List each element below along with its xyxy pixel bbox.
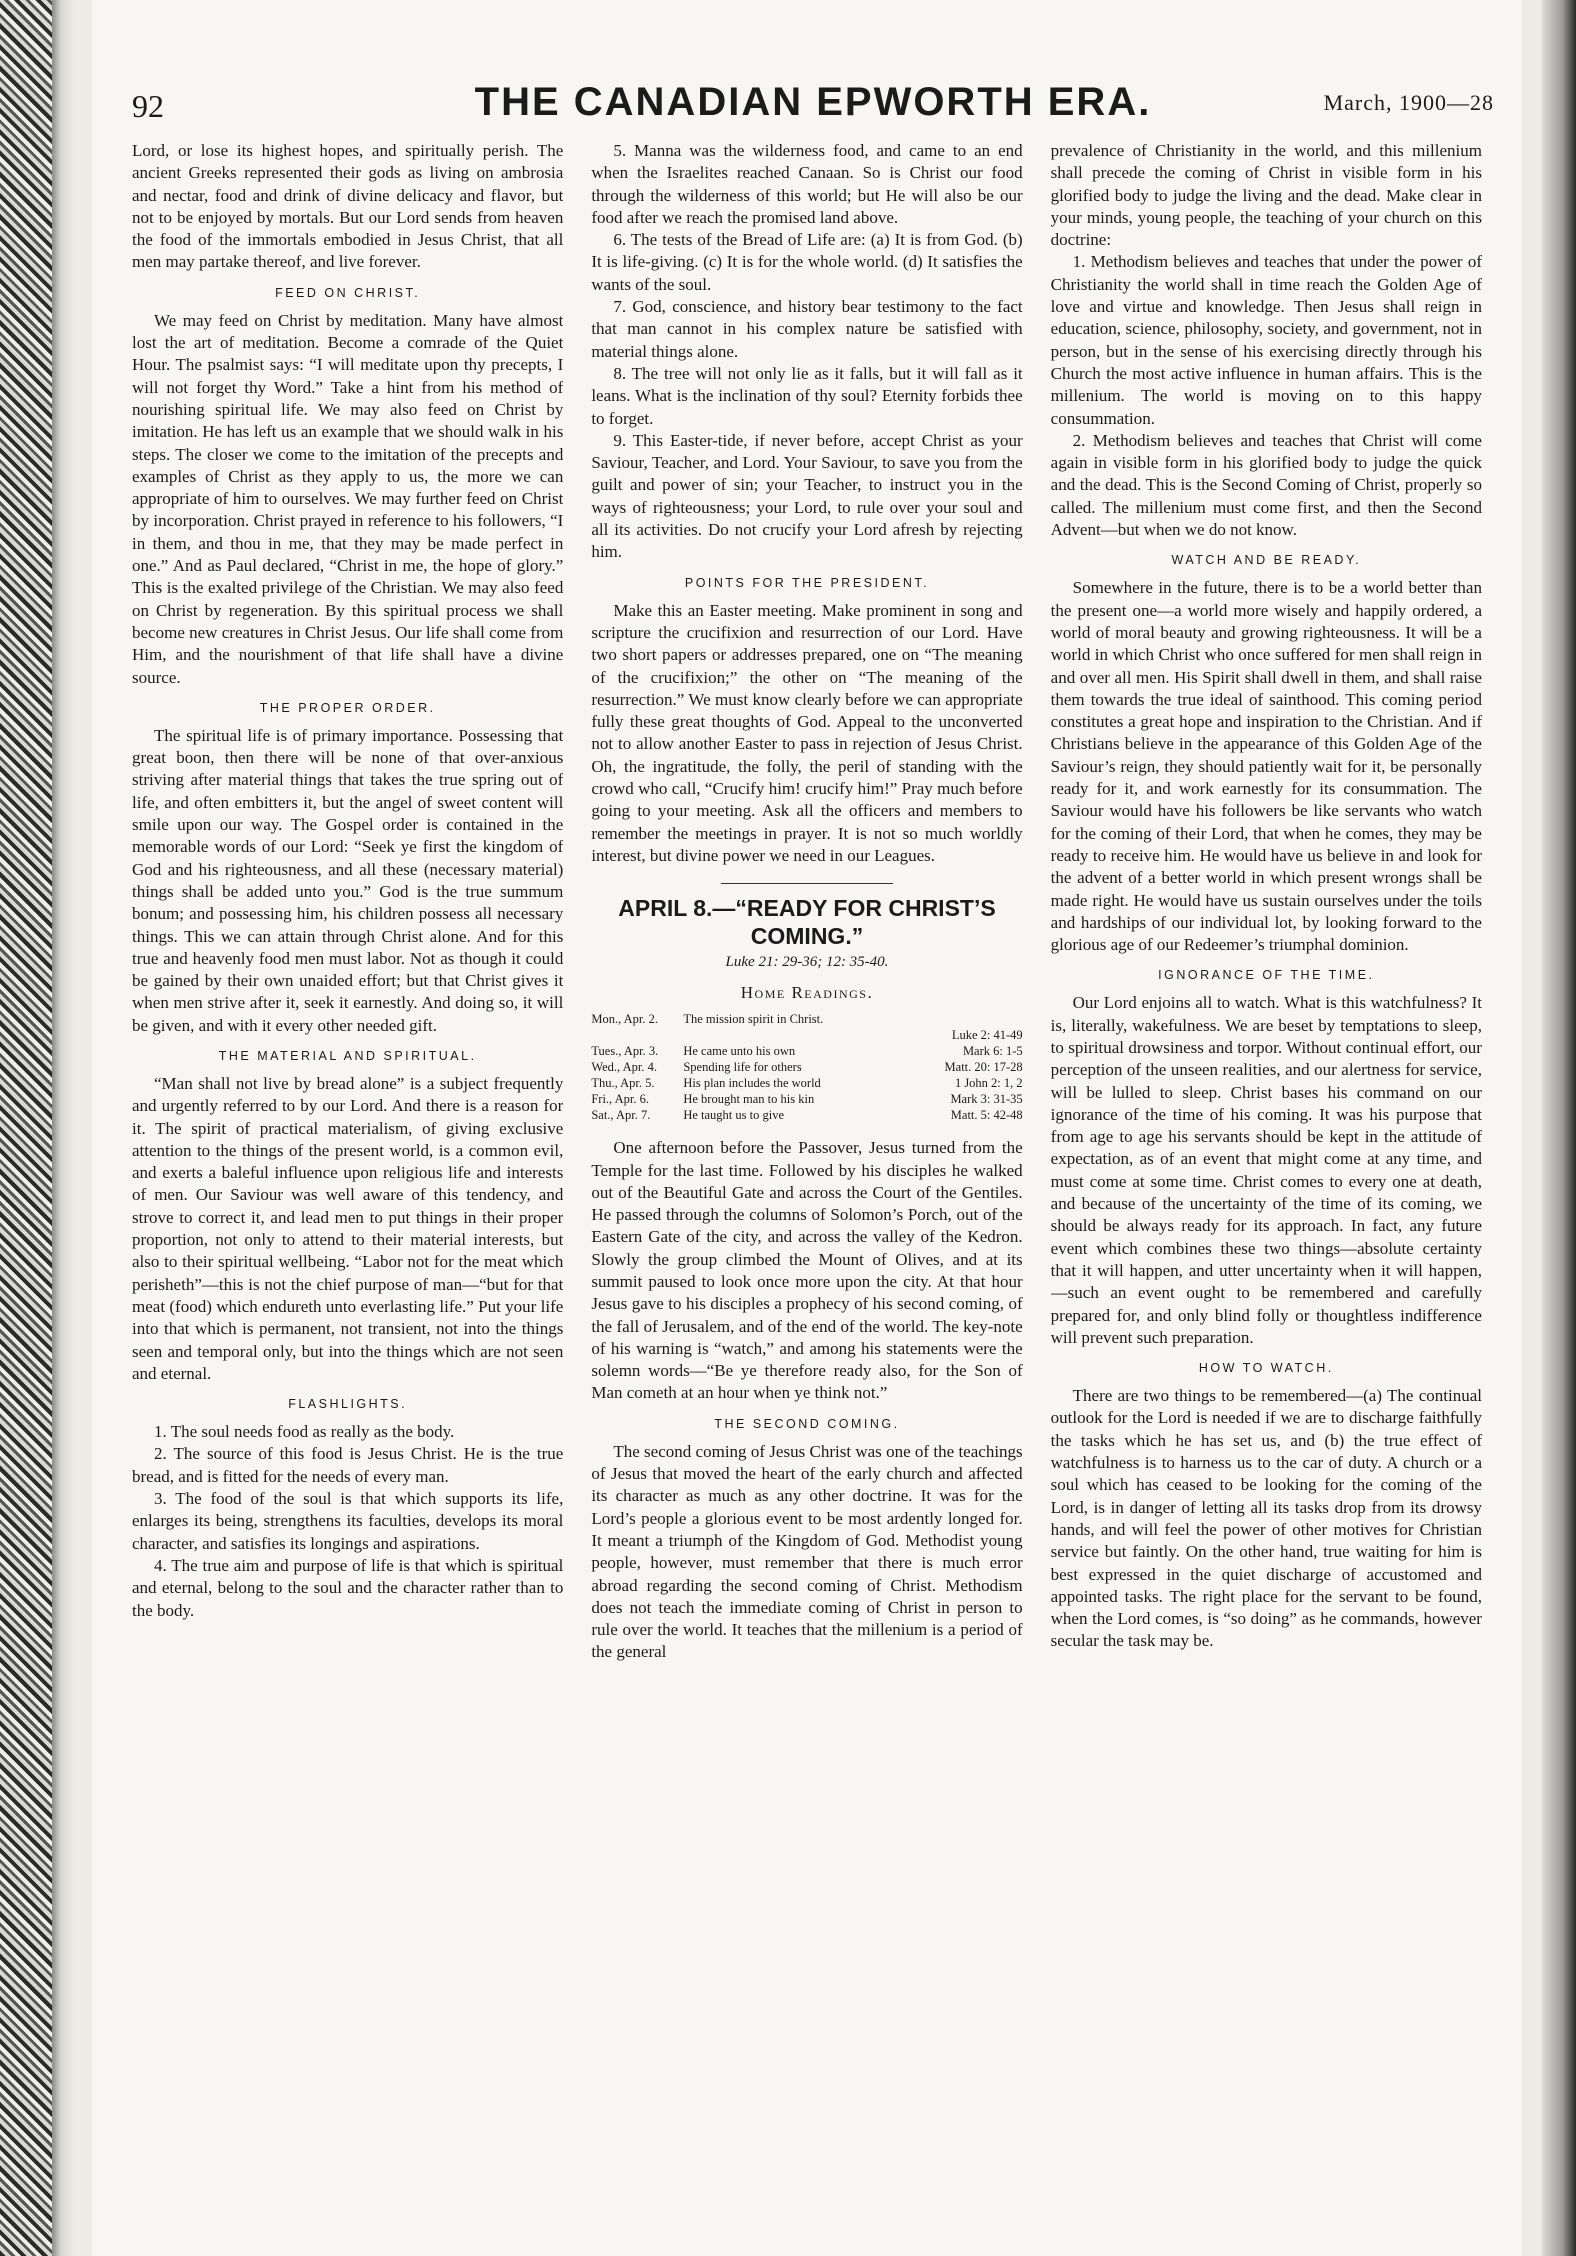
paragraph: 8. The tree will not only lie as it falls, but it will fall as it leans. What is the inclination of thy soul? Eternity forbids thee to forget. [591, 363, 1023, 428]
paragraph: The spiritual life is of primary importance. Possessing that great boon, then there will be none of that over-anxious striving after material things that takes the true spring out of life, and often embitters it, but the angel of sweet content will smile upon our way. The Gospel order is contained in the memorable words of our Lord: “Seek ye first the kingdom of God and his righteousness, and all these (necessary material) things shall be added unto you.” God is the true summum bonum; and possessing him, his children possess all necessary things. This we can attain through Christ alone. And for this true and heavenly food men must labor. Not as though it could be gained by their own unaided effort; but that Christ gives it when men strive after it, seek it earnestly. And doing so, it will be given, and with it every other needed gift. [132, 725, 564, 1035]
section-heading: POINTS FOR THE PRESIDENT. [684, 575, 930, 590]
reading-row [591, 1059, 1022, 1075]
column-2 [591, 140, 1022, 2240]
paragraph: Somewhere in the future, there is to be a world better than the present one—a world more wisely and happily ordered, a world of moral beauty and growing righteousness. It will be a world in which Christ who once suffered for men shall reign in and over all men. His Spirit shall dwell in them, and shall raise them towards the true ideal of sainthood. This coming period constitutes a great hope and inspiration to the Christian. And if Christians believe in the appearance of this Golden Age of the Saviour’s reign, they should patiently wait for it, be personally ready for it, and work earnestly for its consummation. The Saviour would have his followers be like servants who watch for the coming of their Lord, that when he comes, they may be ready to receive him. He would have us believe in and look for the advent of a better world in which present wrongs shall be made right. He would have us sustain ourselves under the toils and hardships of our individual lot, by looking forward to the glorious age of our Redeemer’s triumphal dominion. [1050, 578, 1482, 955]
flashlight-item: 3. The food of the soul is that which supports its life, enlarges its being, strengthens its faculties, develops its moral character, and satisfies its longings and aspirations. [132, 1489, 564, 1553]
paragraph: 1. Methodism believes and teaches that under the power of Christianity the world shall in time reach the Golden Age of love and virtue and knowledge. Then Jesus shall reign in education, science, philosophy, society, and government, not in person, but in the sense of his exercising directly through his Church the most active influence in human affairs. This is the millenium. The world is moving on to this happy consummation. [1050, 252, 1482, 428]
reading-day: Tues., Apr. 3. [591, 1044, 659, 1059]
paragraph: 2. Methodism believes and teaches that Christ will come again in visible form in his glorified body to judge the quick and the dead. This is the Second Coming of Christ, properly so called. The millenium must come first, and then the Second Advent—but when we do not know. [1050, 430, 1482, 540]
reading-ref: Mark 6: 1-5 [962, 1044, 1023, 1059]
paragraph: Our Lord enjoins all to watch. What is this watchfulness? It is, literally, wakefulness. We are beset by temptations to sleep, to spiritual drowsiness and torpor. Without continual effort, our perception of the unseen realities, and our alertness for service, will be lulled to sleep. Christ bases his command on our ignorance of the time of his coming. It was his purpose that from age to age his servants should be kept in the attitude of expectation, as of an event that might come at any time, and must come at some time. Christ comes to every one at death, and because of the uncertainty of the time of its coming, we should be always ready for its approach. In fact, any future event which combines these two things—absolute certainty that it will happen, and utter uncertainty when it will happen,—such an event ought to be remembered and carefully prepared for, and only blind folly or thoughtless indifference will prevent such preparation. [1050, 993, 1482, 1347]
section-heading: FLASHLIGHTS. [288, 1397, 408, 1412]
paragraph: There are two things to be remembered—(a) The continual outlook for the Lord is needed if we are to discharge faithfully the tasks which he has set us, and (b) the true effect of watchfulness is to harness us to the car of duty. A church or a soul which has ceased to be looking for the coming of the Lord, is in danger of letting all its tasks drop from its drowsy hands, and will feel the power of other motives for Christian service but faintly. On the other hand, true waiting for him is best expressed in the quiet discharge of accustomed and appointed tasks. The right place for the servant to be found, when the Lord comes, is “so doing” as he commands, however secular the task may be. [1050, 1386, 1482, 1651]
page-number: 92 [132, 88, 164, 124]
reading-row [591, 1043, 1022, 1059]
paragraph: prevalence of Christianity in the world, and this millenium shall precede the coming of Christ in visible form in his glorified body to judge the living and the dead. Make clear in your minds, young people, the teaching of your church on this doctrine: [1050, 141, 1482, 250]
flashlight-item: 4. The true aim and purpose of life is that which is spiritual and eternal, belong to the soul and the character rather than to the body. [132, 1555, 564, 1620]
reading-day: Sat., Apr. 7. [591, 1108, 651, 1123]
flashlight-item: 1. The soul needs food as really as the body. [154, 1422, 455, 1442]
journal-title: THE CANADIAN EPWORTH ERA. [474, 80, 1152, 124]
column-3 [1051, 140, 1482, 2240]
flashlight-item: 2. The source of this food is Jesus Christ. He is the true bread, and is fitted for the needs of every man. [132, 1444, 564, 1486]
reading-desc: He brought man to his kin [683, 1092, 815, 1107]
reading-row [591, 1011, 1022, 1027]
paragraph: We may feed on Christ by meditation. Many have almost lost the art of meditation. Become a comrade of the Quiet Hour. The psalmist says: “I will meditate upon thy precepts, I will not forget thy Word.” Take a hint from his method of nourishing spiritual life. We may also feed on Christ by imitation. He has left us an example that we should walk in his steps. The closer we come to the imitation of the precepts and examples of Christ as they apply to us, the more we can appropriate of him to ourselves. We may further feed on Christ by incorporation. Christ prayed in reference to his followers, “I in them, and thou in me, that they may be made perfect in one.” And as Paul declared, “Christ in me, the hope of glory.” This is the exalted privilege of the Christian. We may also feed on Christ by regeneration. By this spiritual process we shall become new creatures in Christ Jesus. Our life shall come from Him, and the nourishment of that life shall have a divine source. [132, 310, 564, 687]
reading-desc: He came unto his own [683, 1044, 796, 1059]
paragraph: “Man shall not live by bread alone” is a subject frequently and urgently referred to by our Lord. And there is a reason for it. The spirit of practical materialism, of giving exclusive attention to the things of the present world, is a common evil, and exerts a baleful influence upon religious life and interests of men. Our Saviour was well aware of this tendency, and strove to correct it, and lead men to put things in their proper proportion, not only to attend to their material interests, but also to their spiritual wellbeing. “Labor not for the meat which perisheth”—this is not the chief purpose of man—“but for that meat (food) which endureth unto everlasting life.” Put your life into that which is permanent, not transient, not into the things seen and temporal only, but into the things which are not seen and eternal. [132, 1073, 564, 1383]
reading-ref: 1 John 2: 1, 2 [954, 1076, 1023, 1091]
paragraph: Lord, or lose its highest hopes, and spiritually perish. The ancient Greeks represented their gods as living on ambrosia and nectar, food and drink of divine delicacy and flavor, but not to be enjoyed by mortals. But our Lord sends from heaven the food of the immortals embodied in Jesus Christ, that all men may partake thereof, and live forever. [132, 141, 564, 272]
text-columns [132, 140, 1482, 2240]
section-heading: IGNORANCE OF THE TIME. [1158, 968, 1375, 983]
reading-day: Mon., Apr. 2. [591, 1012, 659, 1027]
paragraph: One afternoon before the Passover, Jesus turned from the Temple for the last time. Followed by his disciples he walked out of the Beautiful Gate and across the Court of the Gentiles. He passed through the columns of Solomon’s Porch, out of the Eastern Gate of the city, and across the valley of the Kedron. Slowly the group climbed the Mount of Olives, and at its summit paused to look once more upon the city. At that hour Jesus gave to his disciples a prophecy of his second coming, of the fall of Jerusalem, and of the end of the world. The key-note of his warning is “watch,” and among his statements were the solemn words—“Be ye therefore ready also, for the Son of Man cometh at an hour when ye think not.” [591, 1138, 1023, 1403]
divider [721, 883, 894, 884]
reading-row [591, 1091, 1022, 1107]
home-readings-list [591, 1011, 1022, 1123]
issue-date: March, 1900—28 [1323, 90, 1494, 115]
section-heading: THE MATERIAL AND SPIRITUAL. [218, 1048, 477, 1063]
reading-row [591, 1107, 1022, 1123]
paragraph: 7. God, conscience, and history bear testimony to the fact that man cannot in his complex nature be satisfied with material things alone. [591, 297, 1023, 361]
home-readings-heading: Home Readings. [740, 983, 874, 1003]
page-shadow [1542, 0, 1576, 2256]
reading-ref: Matt. 20: 17-28 [944, 1060, 1023, 1075]
paragraph: 6. The tests of the Bread of Life are: (a) It is from God. (b) It is life-giving. (c) It is for the whole world. (d) It satisfies the wants of the soul. [591, 230, 1023, 294]
paragraph: 9. This Easter-tide, if never before, accept Christ as your Saviour, Teacher, and Lord. Your Saviour, to save you from the guilt and power of sin; your Teacher, to instruct you in the ways of righteousness; your Lord, to rule over your soul and all its activities. Do not crucify your Lord afresh by rejecting him. [591, 430, 1023, 562]
section-heading: HOW TO WATCH. [1198, 1361, 1334, 1376]
lesson-title: APRIL 8.—“READY FOR CHRIST’S COMING.” [618, 895, 996, 950]
column-1 [132, 140, 563, 2240]
reading-day: Thu., Apr. 5. [591, 1076, 655, 1091]
reading-desc: The mission spirit in Christ. [683, 1012, 824, 1027]
section-heading: THE PROPER ORDER. [259, 700, 436, 715]
paragraph: The second coming of Jesus Christ was one of the teachings of Jesus that moved the heart of the early church and affected its character as much as any other doctrine. It was for the Lord’s people a glorious event to be most ardently longed for. It meant a triumph of the Kingdom of God. Methodist young people, however, must remember that there is much error abroad regarding the second coming of Christ. Methodism does not teach the immediate coming of Christ in person to rule over the world. It teaches that the millenium is a period of the general [591, 1441, 1023, 1662]
lesson-reference: Luke 21: 29-36; 12: 35-40. [725, 954, 889, 971]
paragraph: 5. Manna was the wilderness food, and came to an end when the Israelites reached Canaan. So is Christ our food through the wilderness of this world; but He will also be our food after we reach the promised land above. [591, 141, 1023, 227]
reading-day: Wed., Apr. 4. [591, 1060, 657, 1075]
reading-desc: He taught us to give [683, 1108, 785, 1123]
section-heading: FEED ON CHRIST. [275, 285, 421, 300]
reading-ref: Mark 3: 31-35 [950, 1092, 1023, 1107]
reading-row [591, 1075, 1022, 1091]
section-heading: WATCH AND BE READY. [1171, 553, 1362, 568]
reading-desc: Spending life for others [683, 1060, 802, 1075]
reading-ref: Luke 2: 41-49 [951, 1028, 1023, 1043]
reading-ref: Matt. 5: 42-48 [950, 1108, 1023, 1123]
paragraph: Make this an Easter meeting. Make prominent in song and scripture the crucifixion and resurrection of our Lord. Have two short papers or addresses prepared, one on “The meaning of the crucifixion;” the other on “The meaning of the resurrection.” We must know clearly before we can appropriate fully these great thoughts of God. Appeal to the unconverted not to allow another Easter to pass in rejection of Jesus Christ. Oh, the ingratitude, the folly, the peril of standing with the crowd who call, “Crucify him! crucify him!” Pray much before going to your meeting. Ask all the officers and members to remember the meetings in prayer. It is not so much worldly interest, but divine power we need in our Leagues. [591, 600, 1023, 865]
section-heading: THE SECOND COMING. [714, 1416, 900, 1431]
page-header [132, 80, 1494, 130]
reading-day: Fri., Apr. 6. [591, 1092, 649, 1107]
binding-edge [0, 0, 52, 2256]
reading-desc: His plan includes the world [683, 1076, 821, 1091]
magazine-page [92, 0, 1522, 2256]
